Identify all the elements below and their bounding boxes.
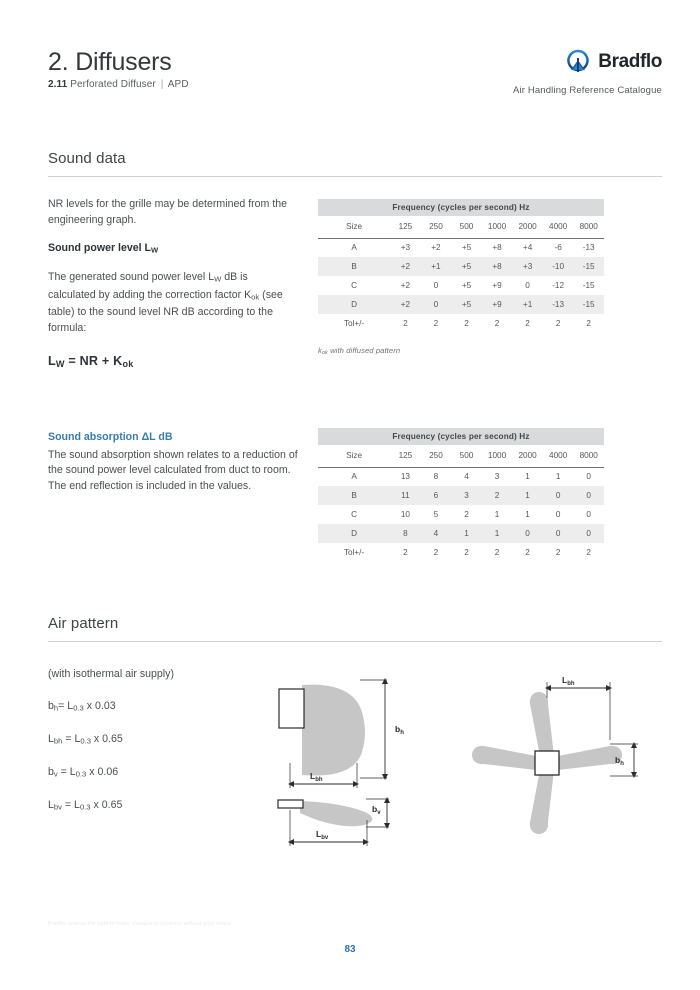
table-kok-band-row [318,199,604,216]
cell-2000: 0 [525,281,530,290]
sound-power-level-heading [48,241,298,258]
nr-levels-paragraph: NR levels for the grille may be determined from the engineering graph. [48,198,288,226]
cell-125: 10 [400,510,410,519]
table-row [318,257,604,276]
cell-size: C [351,281,358,290]
diagram-vertical-throw [278,797,390,846]
body-sub-1: W [214,275,222,285]
cell-500: 2 [464,510,469,519]
formula-lbh-lhs: L [48,732,54,745]
subtitle-text: Perforated Diffuser [70,79,156,90]
cell-125: +2 [390,295,421,314]
cell-8000: 0 [586,472,591,482]
section-sound-data-header [48,150,662,177]
cell-2000: 0 [512,524,543,543]
table-row [318,276,604,295]
arrow-head-up [384,797,390,803]
label-bh: $b_h$ [395,724,404,737]
formula-bv [48,765,298,782]
cell-2000: 1 [525,510,530,519]
table-absorption-col-250: 250 [421,445,452,467]
cell-250: 5 [433,510,439,519]
cell-250: 0 [421,295,452,314]
arrow-head-up [631,742,637,748]
bradflo-logo-icon [565,49,591,75]
table-absorption-col-2000: 2000 [512,445,543,467]
air-pattern-text-column [48,667,298,829]
arrow-head-left [288,839,294,845]
cell-8000: 2 [586,548,591,557]
label-lbh-plan: $L_{bh}$ [562,675,575,688]
cell-2000: +3 [512,257,543,276]
cell-2000: +4 [522,243,533,253]
formula-bh-eq: = L [58,699,74,712]
section-sound-data-title: Sound data [48,150,126,167]
cell-250: 8 [433,472,439,482]
arrow-head-right [353,781,359,787]
cell-4000: 0 [543,486,574,505]
plume-lobe-bottom [530,770,554,834]
cell-1000: +8 [482,257,513,276]
diffuser-face-square [535,751,559,775]
caption-rest: with diffused pattern [327,346,401,355]
table-absorption-body [318,467,604,562]
cell-125: 11 [390,486,421,505]
formula-bh-rhs: x 0.03 [83,699,116,712]
formula-lbv-eq: = L [61,799,80,812]
table-row [318,295,604,314]
subtitle-code: APD [167,79,189,90]
cell-500: +5 [461,281,472,290]
body-part-3: (see table) to the sound level NR dB according to the formula: [48,288,283,334]
cell-1000: 2 [494,319,500,328]
cell-500: +5 [461,243,472,253]
brand-tagline: Air Handling Reference Catalogue [513,85,662,96]
cell-4000: 2 [555,548,561,557]
cell-size: Tol+/- [343,319,365,328]
diagram-plan-four-way [472,675,638,834]
cell-4000: 0 [555,510,561,519]
formula-bh-lhs: b [48,699,54,712]
air-pattern-svg [262,660,662,855]
table-kok-col-size: Size [318,216,390,238]
page-number: 83 [344,944,356,955]
cell-size: A [351,472,357,482]
formula-lbv-eq-sub: 0.3 [79,803,91,813]
cell-4000: 0 [543,524,574,543]
table-absorption-band-row [318,428,604,445]
formula-kok-sub: ok [122,359,134,370]
cell-size: B [318,257,390,276]
label-lbv: $L_{bv}$ [316,829,329,842]
formula-eq-kok: = NR + K [64,354,123,369]
cell-size: A [351,243,357,253]
table-absorption-column-header-row [318,445,604,467]
label-bv: $b_v$ [372,804,381,817]
brand-name: Bradflo [598,51,662,72]
cell-8000: -15 [573,295,604,314]
table-row [318,505,604,524]
sound-power-level-heading-sub: W [151,245,159,255]
plume-shape-vertical [300,801,372,826]
cell-1000: 1 [494,510,500,519]
table-sound-absorption [318,428,604,562]
table-kok-band-title: Frequency (cycles per second) Hz [318,199,604,216]
cell-4000: -13 [543,295,574,314]
isothermal-note: (with isothermal air supply) [48,668,174,680]
cell-500: 1 [451,524,482,543]
arrow-head-right [606,685,612,691]
table-kok-col-4000: 4000 [543,216,574,238]
cell-250: 0 [433,281,439,290]
sound-absorption-heading: Sound absorption ΔL dB [48,431,173,443]
section-divider [48,176,662,177]
table-row [318,486,604,505]
formula-lbh-eq-sub: 0.3 [80,736,91,746]
table-kok-col-500: 500 [451,216,482,238]
cell-4000: -10 [543,257,574,276]
cell-8000: -13 [582,243,595,253]
table-row [318,467,604,486]
cell-125: +3 [400,243,411,253]
cell-125: 13 [400,472,410,482]
label-lbh: $L_{bh}$ [310,771,323,784]
formula-bv-rhs: x 0.06 [86,766,119,779]
table-sound-power-kok [318,199,604,333]
cell-250: 2 [433,548,439,557]
formula-bh-eq-sub: 0.3 [73,703,84,713]
formula-bv-eq: = L [57,766,76,779]
table-absorption-col-500: 500 [451,445,482,467]
section-air-pattern-title: Air pattern [48,615,119,632]
cell-250: 2 [433,319,439,328]
formula-lw: L [48,354,56,369]
air-pattern-diagrams [262,660,662,855]
table-absorption-col-1000: 1000 [482,445,513,467]
body-sub-2: ok [251,292,260,302]
table-kok-col-8000: 8000 [573,216,604,238]
cell-8000: -15 [582,281,595,290]
cell-500: 3 [451,486,482,505]
cell-8000: 0 [573,524,604,543]
table-row [318,524,604,543]
formula-lbh-eq: = L [62,732,81,745]
formula-lbh-rhs: x 0.65 [90,732,123,745]
sound-power-body-paragraph [48,270,298,336]
arrow-head-left [288,781,294,787]
cell-size: D [318,295,390,314]
formula-bv-lhs-sub: v [53,769,58,779]
duct-outlet-rect-horizontal [279,689,304,728]
cell-4000: -12 [552,281,565,290]
cell-500: 4 [464,472,469,482]
sound-power-level-heading-text: Sound power level L [48,242,152,255]
plume-shape-horizontal [302,685,365,776]
label-bh-plan: $b_h$ [615,755,624,768]
cell-4000: -6 [554,243,562,253]
cell-250: +2 [431,243,441,253]
cell-1000: 3 [494,472,500,482]
table-kok-col-1000: 1000 [482,216,513,238]
cell-2000: +1 [512,295,543,314]
formula-lbv-lhs: L [48,799,54,812]
table-kok-head [318,199,604,238]
cell-500: 2 [464,319,469,328]
cell-125: 8 [390,524,421,543]
formula-lbv-lhs-sub: bv [53,803,62,813]
body-part-1: The generated sound power level L [48,271,215,284]
cell-size: C [351,510,358,519]
subtitle-separator: | [160,79,164,90]
brand-row [362,48,662,76]
duct-outlet-rect-vertical [278,800,303,808]
cell-1000: +9 [492,281,502,290]
sound-absorption-text-column [48,430,298,507]
cell-size: D [318,524,390,543]
cell-2000: 1 [525,472,530,482]
page-title: 2. Diffusers [48,48,172,76]
sound-data-text-column [48,197,298,369]
cell-1000: +9 [482,295,513,314]
section-divider [48,641,662,642]
formula-lw-sub: W [55,359,65,370]
cell-1000: 1 [482,524,513,543]
sound-absorption-paragraph: The sound absorption shown relates to a reduction of the sound power level calculated from duct to room. The end reflection is included in the values. [48,448,298,492]
table-absorption-band-title: Frequency (cycles per second) Hz [318,428,604,445]
caption-k-sub: ok [321,350,328,357]
formula-bv-lhs: b [48,766,54,779]
table-absorption-col-size: Size [318,445,390,467]
cell-size: B [318,486,390,505]
arrow-head-down [384,823,390,829]
plume-lobe-top [530,692,554,756]
arrow-head-left [545,685,551,691]
table-kok-caption [318,346,400,356]
caption-k: k [318,346,322,355]
diagram-horizontal-throw [279,678,404,788]
cell-1000: 2 [482,486,513,505]
cell-8000: -15 [573,257,604,276]
table-row [318,314,604,333]
cell-250: 4 [421,524,452,543]
formula-lbv [48,798,298,815]
table-kok-col-2000: 2000 [512,216,543,238]
plume-lobe-left [472,746,536,770]
cell-1000: +8 [492,243,502,253]
title-block [48,48,189,90]
cell-125: +2 [400,281,411,290]
formula-lbh [48,732,298,749]
subtitle-number: 2.11 [48,79,68,90]
sound-power-formula [48,354,298,369]
cell-4000: 1 [555,472,561,482]
body-part-2: dB is calculated by adding the correction factor K [48,271,252,301]
cell-250: +1 [421,257,452,276]
cell-250: 6 [421,486,452,505]
plume-lobe-right [558,746,622,770]
arrow-head-down [631,772,637,778]
formula-lbh-lhs-sub: bh [53,736,63,746]
table-absorption-col-8000: 8000 [573,445,604,467]
cell-2000: 1 [512,486,543,505]
formula-lbv-rhs: x 0.65 [90,799,123,812]
cell-500: +5 [451,295,482,314]
cell-8000: 2 [586,319,591,328]
cell-2000: 2 [525,319,530,328]
table-absorption-head [318,428,604,467]
cell-4000: 2 [555,319,561,328]
cell-125: +2 [390,257,421,276]
formula-bv-eq-sub: 0.3 [75,769,87,779]
page-subtitle [48,79,189,90]
arrow-head-right [363,839,369,845]
brand-block [362,48,662,96]
cell-size: Tol+/- [343,548,365,557]
page-header [48,48,662,106]
table-kok-body [318,238,604,333]
formula-bh [48,699,298,716]
table-row [318,238,604,257]
table-row [318,543,604,562]
table-absorption-col-125: 125 [390,445,421,467]
arrow-head-down [382,774,388,780]
section-air-pattern-header [48,615,662,642]
cell-8000: 0 [573,486,604,505]
table-kok-col-125: 125 [390,216,421,238]
cell-125: 2 [403,548,408,557]
cell-1000: 2 [494,548,500,557]
formula-bh-lhs-sub: h [53,703,59,713]
cell-500: +5 [451,257,482,276]
footer-disclaimer: Bradflo reserve the right to make changes to products without prior notice [48,921,232,927]
table-kok-col-250: 250 [421,216,452,238]
table-absorption-col-4000: 4000 [543,445,574,467]
cell-125: 2 [403,319,408,328]
cell-500: 2 [464,548,469,557]
arrow-head-up [382,678,388,684]
table-kok-column-header-row [318,216,604,238]
cell-2000: 2 [525,548,530,557]
cell-8000: 0 [586,510,591,519]
